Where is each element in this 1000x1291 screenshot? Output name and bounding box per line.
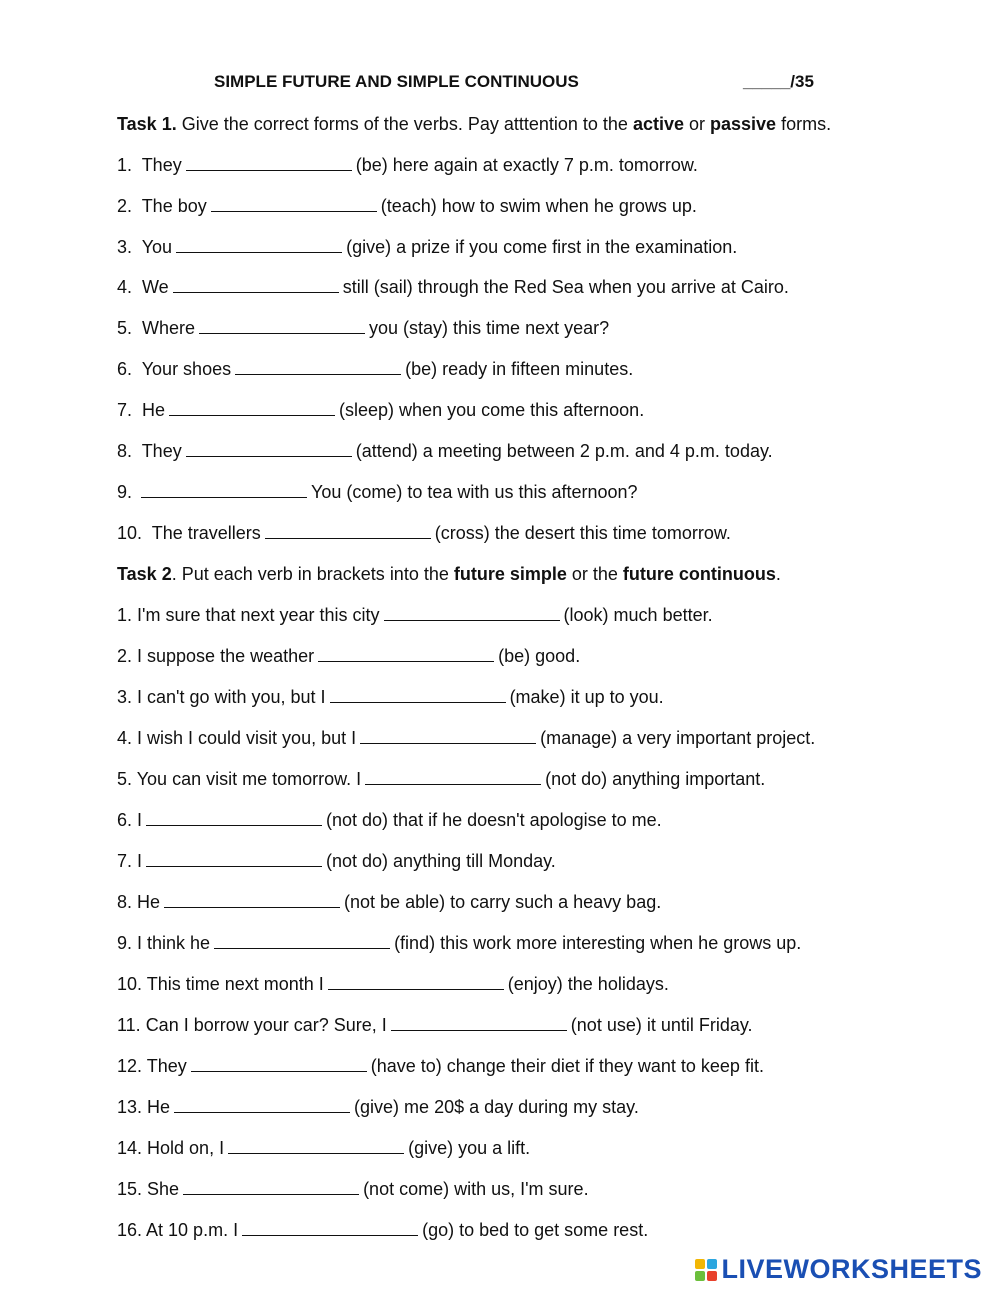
task2-instructions [117,563,781,585]
answer-blank[interactable] [174,1096,350,1113]
task2-item [117,809,662,831]
task2-keyword-future-simple: future simple [453,564,567,584]
item-text-after: (look) much better. [563,605,713,625]
item-text-after: (not do) anything important. [545,769,766,789]
liveworksheets-footer [695,1254,982,1285]
item-text-after: (enjoy) the holidays. [507,974,669,994]
task2-item [117,1178,589,1200]
item-text-after: (be) ready in fifteen minutes. [405,359,634,379]
answer-blank[interactable] [235,358,401,375]
logo-square [695,1271,705,1281]
answer-blank[interactable] [318,645,494,662]
item-text-after: (make) it up to you. [509,687,664,707]
task1-item [117,276,789,298]
task2-item [117,1014,753,1036]
liveworksheets-logo-icon [695,1259,717,1281]
item-text-after: (sleep) when you come this afternoon. [339,400,645,420]
item-text-after: (not use) it until Friday. [570,1015,753,1035]
task2-item [117,604,713,626]
answer-blank[interactable] [173,276,339,293]
item-text-before: 5. You can visit me tomorrow. I [117,769,362,789]
task1-item [117,154,698,176]
answer-blank[interactable] [365,768,541,785]
task2-item [117,1096,639,1118]
task2-item [117,686,664,708]
task2-item [117,1219,648,1241]
answer-blank[interactable] [164,891,340,908]
worksheet-title: SIMPLE FUTURE AND SIMPLE CONTINUOUS [214,72,579,91]
task2-instr-b: or the [566,564,623,584]
item-text-after: (manage) a very important project. [540,728,816,748]
item-text-before: 8. He [117,892,161,912]
item-text-after: (attend) a meeting between 2 p.m. and 4 p.m. today. [355,441,773,461]
task2-item [117,1137,530,1159]
answer-blank[interactable] [146,809,322,826]
item-text-after: (teach) how to swim when he grows up. [380,196,697,216]
task2-instr-a: . Put each verb in brackets into the [171,564,454,584]
answer-blank[interactable] [186,440,352,457]
answer-blank[interactable] [169,399,335,416]
task2-item [117,891,661,913]
item-text-before: 6. Your shoes [117,359,232,379]
task1-item [117,440,773,462]
item-text-before: 12. They [117,1056,187,1076]
item-text-before: 2. I suppose the weather [117,646,315,666]
task1-label: Task 1. [117,114,177,134]
answer-blank[interactable] [328,973,504,990]
item-text-after: (not be able) to carry such a heavy bag. [344,892,662,912]
item-text-after: (not do) that if he doesn't apologise to me. [326,810,662,830]
item-text-after: (be) good. [498,646,581,666]
item-text-before: 5. Where [117,318,196,338]
logo-square [707,1259,717,1269]
task2-item [117,1055,764,1077]
item-text-after: (cross) the desert this time tomorrow. [434,523,731,543]
answer-blank[interactable] [183,1178,359,1195]
answer-blank[interactable] [242,1219,418,1236]
item-text-after: (be) here again at exactly 7 p.m. tomorrow. [355,155,698,175]
task1-item [117,317,609,339]
answer-blank[interactable] [384,604,560,621]
item-text-before: 8. They [117,441,182,461]
item-text-before: 14. Hold on, I [117,1138,225,1158]
answer-blank[interactable] [141,481,307,498]
item-text-after: still (sail) through the Red Sea when you arrive at Cairo. [342,277,789,297]
task1-item [117,399,644,421]
item-text-after: (not do) anything till Monday. [326,851,556,871]
task2-item [117,768,765,790]
task1-item [117,195,697,217]
answer-blank[interactable] [228,1137,404,1154]
logo-square [707,1271,717,1281]
item-text-before: 7. I [117,851,143,871]
item-text-before: 13. He [117,1097,171,1117]
item-text-before: 7. He [117,400,166,420]
item-text-before: 1. They [117,155,182,175]
answer-blank[interactable] [199,317,365,334]
task2-item [117,850,556,872]
task1-instr-b: or [683,114,710,134]
item-text-after: (have to) change their diet if they want to keep fit. [370,1056,764,1076]
task1-keyword-passive: passive [710,114,777,134]
item-text-before: 15. She [117,1179,180,1199]
answer-blank[interactable] [391,1014,567,1031]
answer-blank[interactable] [146,850,322,867]
item-text-after: (not come) with us, I'm sure. [363,1179,589,1199]
task2-item [117,727,815,749]
logo-square [695,1259,705,1269]
task1-item [117,236,737,258]
item-text-after: (give) you a lift. [408,1138,531,1158]
task2-item [117,932,801,954]
item-text-before: 4. I wish I could visit you, but I [117,728,357,748]
item-text-before: 1. I'm sure that next year this city [117,605,380,625]
item-text-before: 3. I can't go with you, but I [117,687,326,707]
task1-instructions [117,113,831,135]
item-text-after: You (come) to tea with us this afternoon? [311,482,638,502]
item-text-before: 4. We [117,277,169,297]
answer-blank[interactable] [330,686,506,703]
item-text-before: 3. You [117,237,173,257]
item-text-after: you (stay) this time next year? [369,318,610,338]
task1-item [117,358,633,380]
answer-blank[interactable] [176,236,342,253]
item-text-before: 16. At 10 p.m. I [117,1220,239,1240]
item-text-before: 9. I think he [117,933,211,953]
task1-keyword-active: active [632,114,684,134]
answer-blank[interactable] [214,932,390,949]
answer-blank[interactable] [186,154,352,171]
task2-item [117,973,669,995]
item-text-before: 9. [117,482,138,502]
answer-blank[interactable] [265,522,431,539]
task2-item [117,645,580,667]
task2-label: Task 2 [117,564,172,584]
item-text-before: 2. The boy [117,196,207,216]
score-field: _____/35 [743,72,814,91]
task1-instr-a: Give the correct forms of the verbs. Pay atttention to the [176,114,633,134]
item-text-after: (give) me 20$ a day during my stay. [354,1097,639,1117]
item-text-after: (give) a prize if you come first in the examination. [346,237,738,257]
liveworksheets-brand: LIVEWORKSHEETS [721,1254,982,1284]
item-text-before: 10. This time next month I [117,974,324,994]
answer-blank[interactable] [191,1055,367,1072]
item-text-before: 10. The travellers [117,523,261,543]
task2-keyword-future-continuous: future continuous [622,564,776,584]
task1-item [117,522,731,544]
item-text-before: 6. I [117,810,143,830]
item-text-after: (go) to bed to get some rest. [422,1220,649,1240]
answer-blank[interactable] [211,195,377,212]
item-text-after: (find) this work more interesting when he grows up. [394,933,802,953]
answer-blank[interactable] [360,727,536,744]
task1-instr-c: forms. [776,114,832,134]
task1-item [117,481,638,503]
task2-instr-c: . [775,564,781,584]
item-text-before: 11. Can I borrow your car? Sure, I [117,1015,387,1035]
